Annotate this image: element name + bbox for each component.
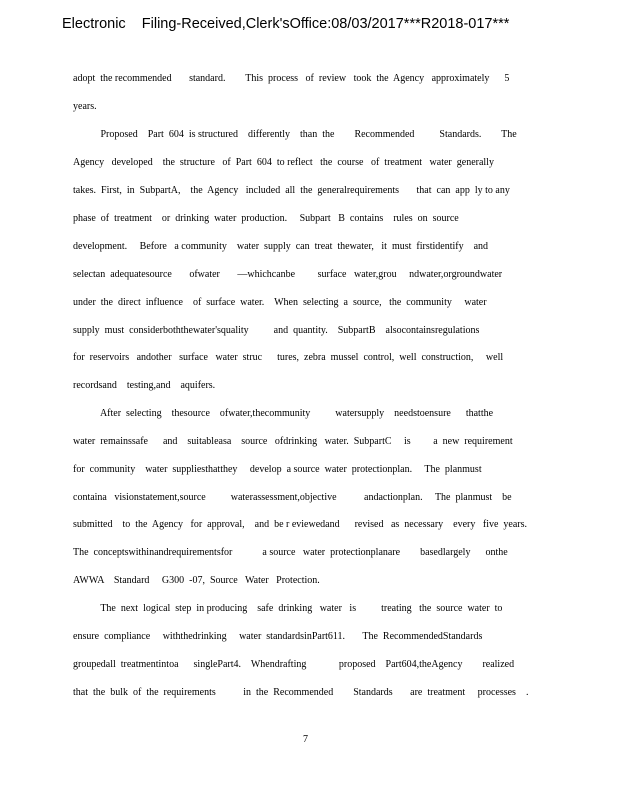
text-line: adopt the recommended standard. This process of review took the Agency approximately 5 (73, 73, 510, 84)
text-line: submitted to the Agency for approval, and be r eviewedand revised as necessary every five years. (73, 519, 528, 530)
text-line: Agency developed the structure of Part 604 to reflect the course of treatment water generally (73, 157, 494, 168)
text-line: water remainssafe and suitableasa source ofdrinking water. SubpartC is a new requirement (73, 436, 513, 447)
text-line: recordsand testing,and aquifers. (73, 380, 216, 391)
text-line: supply must considerboththewater'squality and quantity. SubpartB alsocontainsregulations (73, 325, 480, 336)
text-line: selectan adequatesource ofwater —whichcanbe surface water,grou ndwater,orgroundwater (73, 269, 503, 280)
text-line: for reservoirs andother surface water struc tures, zebra mussel control, well construction, well (73, 352, 504, 363)
page-number: 7 (303, 734, 308, 745)
text-line: ensure compliance withthedrinking water standardsinPart611. The RecommendedStandards (73, 631, 483, 642)
text-line: Proposed Part 604 is structured differently than the Recommended Standards. The (73, 129, 517, 140)
text-line: takes. First, in SubpartA, the Agency included all the generalrequirements that can app ly to any (73, 185, 510, 196)
text-line: phase of treatment or drinking water production. Subpart B contains rules on source (73, 213, 459, 224)
text-line: for community water suppliesthatthey develop a source water protectionplan. The planmust (73, 464, 482, 475)
text-line: years. (73, 101, 97, 112)
text-line: AWWA Standard G300 -07, Source Water Protection. (73, 575, 320, 586)
text-line: under the direct influence of surface water. When selecting a source, the community water (73, 297, 487, 308)
text-line: The next logical step in producing safe drinking water is treating the source water to (73, 603, 503, 614)
text-line: containa visionstatement,source waterassessment,objective andactionplan. The planmust be (73, 492, 512, 503)
text-line: groupedall treatmentintoa singlePart4. Whendrafting proposed Part604,theAgency realized (73, 659, 515, 670)
text-line: that the bulk of the requirements in the Recommended Standards are treatment processes . (73, 687, 529, 698)
text-line: development. Before a community water supply can treat thewater, it must firstidentify and (73, 241, 489, 252)
text-line: After selecting thesource ofwater,thecommunity watersupply needstoensure thatthe (73, 408, 494, 419)
text-line: The conceptswithinandrequirementsfor a source water protectionplanare basedlargely onthe (73, 547, 508, 558)
filing-header: Electronic Filing-Received,Clerk'sOffice:08/03/2017***R2018-017*** (62, 16, 510, 32)
